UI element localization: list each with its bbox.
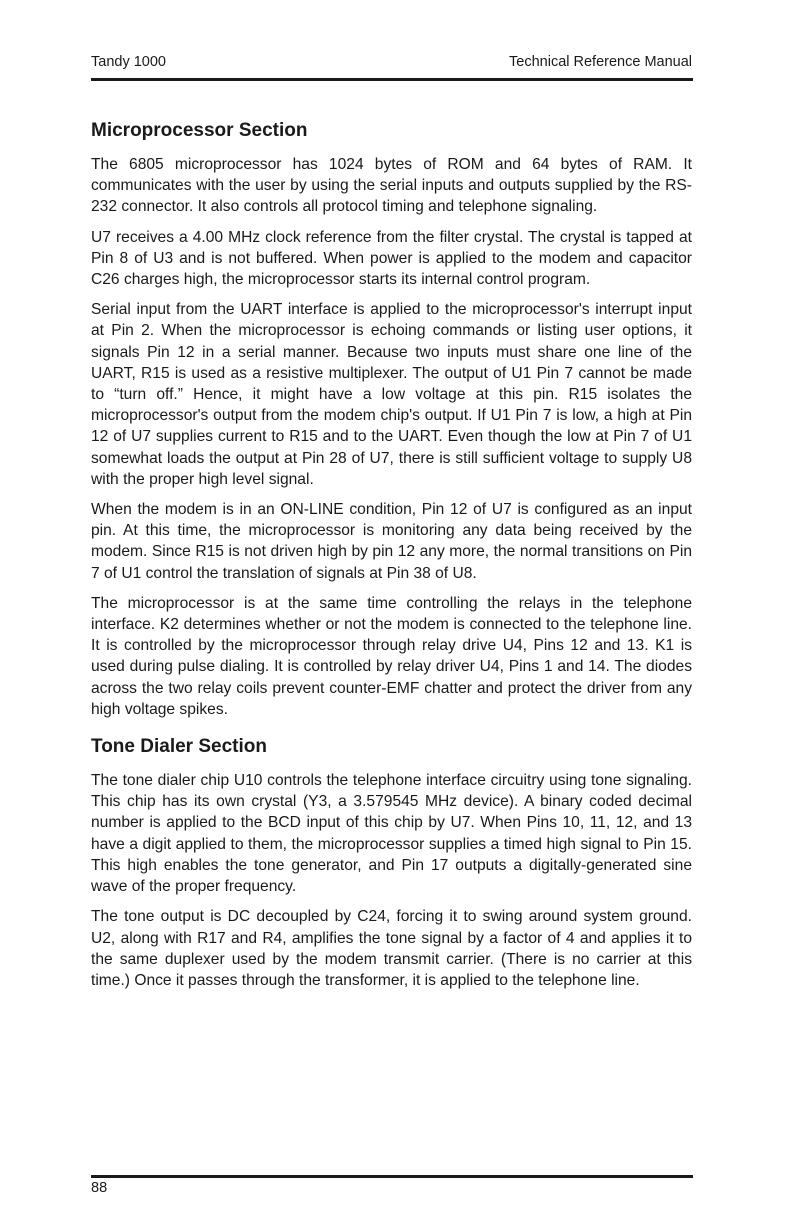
header-left-title: Tandy 1000 (91, 54, 166, 70)
footer-rule (91, 1175, 693, 1178)
header-rule (91, 78, 693, 81)
paragraph: The tone output is DC decoupled by C24, forcing it to swing around system ground. U2, along with R17 and R4, amplifies the tone signal by a factor of 4 and applies it to the same duplexer used by the modem transmit carrier. (There is no carrier at this time.) Once it passes through the transformer, it is applied to the telephone line. (91, 908, 692, 989)
page-header (91, 54, 692, 78)
page-number: 88 (91, 1180, 108, 1196)
paragraph: The tone dialer chip U10 controls the telephone interface circuitry using tone signaling. This chip has its own crystal (Y3, a 3.579545 MHz device). A binary coded decimal number is applied to the BCD input of this chip by U7. When Pins 10, 11, 12, and 13 have a digit applied to them, the microprocessor supplies a timed high signal to Pin 15. This high enables the tone generator, and Pin 17 outputs a digitally-generated sine wave of the proper frequency. (91, 772, 692, 896)
paragraph: U7 receives a 4.00 MHz clock reference from the filter crystal. The crystal is tapped at Pin 8 of U3 and is not buffered. When power is applied to the modem and capacitor C26 charges high, the microprocessor starts its internal control program. (91, 228, 692, 289)
paragraph: Serial input from the UART interface is applied to the microprocessor's interrupt input at Pin 2. When the microprocessor is echoing commands or listing user options, it signals Pin 12 in a serial manner. Because two inputs must share one line of the UART, R15 is used as a resistive multiplexer. The output of U1 Pin 7 cannot be made to “turn off.” Hence, it might have a low voltage at this pin. R15 isolates the microprocessor's output from the modem chip's output. If U1 Pin 7 is low, a high at Pin 12 of U7 supplies current to R15 and to the UART. Even though the low at Pin 7 of U1 somewhat loads the output at Pin 28 of U7, there is still sufficient voltage to supply U8 with the proper high level signal. (91, 301, 692, 488)
section-heading-tone-dialer: Tone Dialer Section (91, 736, 267, 758)
paragraph: The microprocessor is at the same time controlling the relays in the telephone interface. K2 determines whether or not the modem is connected to the telephone line. It is controlled by the microprocessor through relay drive U4, Pins 12 and 13. K1 is used during pulse dialing. It is controlled by relay driver U4, Pins 1 and 14. The diodes across the two relay coils prevent counter-EMF chatter and protect the driver from any high voltage spikes. (91, 594, 692, 718)
paragraph: The 6805 microprocessor has 1024 bytes of ROM and 64 bytes of RAM. It communicates with the user by using the serial inputs and outputs supplied by the RS-232 connector. It also controls all protocol timing and telephone signaling. (91, 156, 692, 216)
paragraph: When the modem is in an ON-LINE condition, Pin 12 of U7 is configured as an input pin. At this time, the microprocessor is monitoring any data being received by the modem. Since R15 is not driven high by pin 12 any more, the normal transitions on Pin 7 of U1 control the translation of signals at Pin 38 of U8. (91, 501, 692, 582)
page-body (91, 118, 692, 1000)
header-right-title: Technical Reference Manual (509, 54, 692, 70)
section-heading-microprocessor: Microprocessor Section (91, 120, 308, 141)
